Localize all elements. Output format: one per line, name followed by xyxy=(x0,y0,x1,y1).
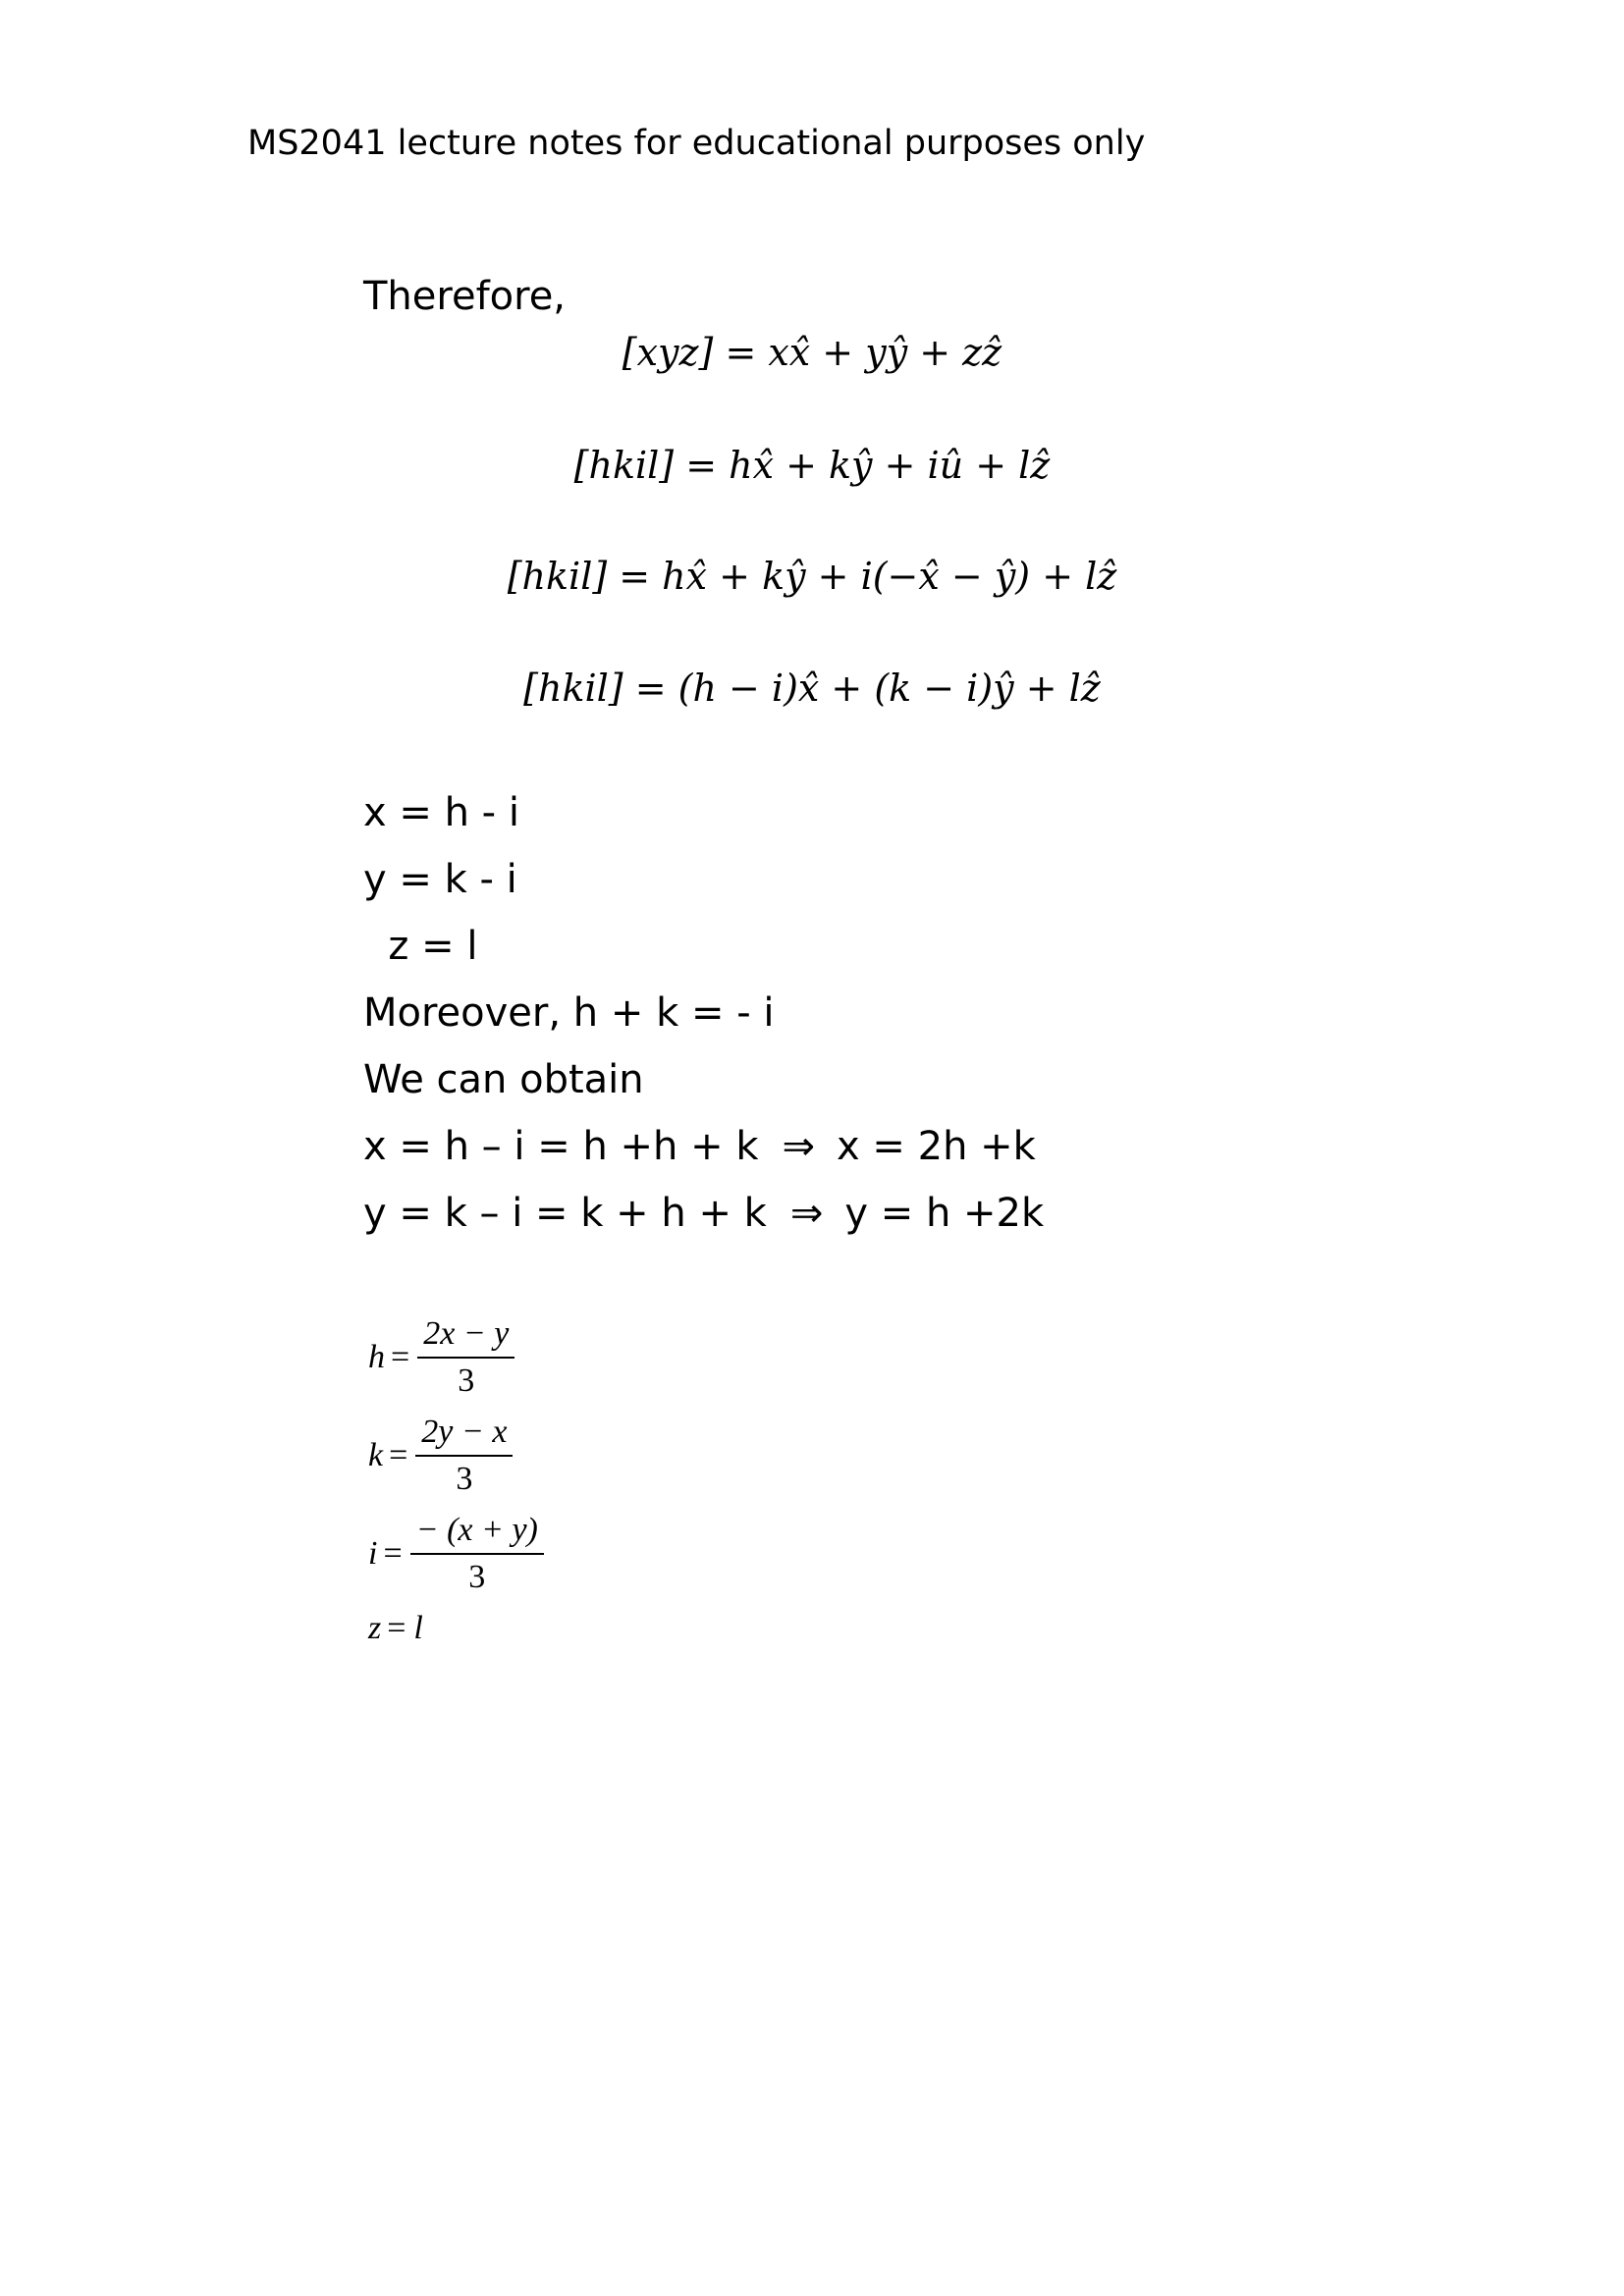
solution-h: h = $\frac{2x - y}{3}$ xyxy=(368,1315,514,1400)
page-header: MS2041 lecture notes for educational purposes only xyxy=(247,124,1146,163)
relation-y: y = k - i xyxy=(363,857,517,902)
solution-k-fraction xyxy=(415,1414,513,1498)
solution-h-var: h xyxy=(368,1339,385,1375)
solution-h-numerator: 2x − y xyxy=(417,1315,514,1359)
implies-arrow: ⇒ xyxy=(789,1191,824,1236)
equation-hkil-3: [hkil] = (h − i)x̂ + (k − i)ŷ + lẑ xyxy=(523,667,1101,710)
solution-i: i = $\frac{- (x + y)}{3}$ xyxy=(368,1512,544,1596)
solution-k-numerator: 2y − x xyxy=(415,1414,513,1457)
relation-x: x = h - i xyxy=(363,790,519,835)
equation-xyz: [xyz] = xx̂ + yŷ + zẑ xyxy=(622,331,1002,374)
solution-i-numerator: − (x + y) xyxy=(410,1512,544,1555)
derivation-y xyxy=(363,1191,1045,1236)
derivation-x-left: x = h – i = h +h + k xyxy=(363,1124,759,1169)
implies-arrow: ⇒ xyxy=(782,1124,816,1169)
derivation-x xyxy=(363,1124,1036,1169)
relation-z: z = l xyxy=(363,924,478,969)
equation-hkil-1: [hkil] = hx̂ + kŷ + iû + lẑ xyxy=(573,444,1051,487)
derivation-x-right: x = 2h +k xyxy=(837,1124,1036,1169)
solution-i-denominator: 3 xyxy=(468,1559,486,1595)
derivation-y-right: y = h +2k xyxy=(844,1191,1045,1236)
derivation-y-left: y = k – i = k + h + k xyxy=(363,1191,767,1236)
obtain-text: We can obtain xyxy=(363,1057,644,1102)
solution-h-denominator: 3 xyxy=(458,1362,475,1399)
solution-i-var: i xyxy=(368,1535,378,1572)
solution-z-var: z xyxy=(368,1610,382,1646)
solution-h-fraction xyxy=(417,1315,514,1400)
solution-k: k = $\frac{2y - x}{3}$ xyxy=(368,1414,513,1498)
intro-text: Therefore, xyxy=(363,274,567,319)
solution-k-denominator: 3 xyxy=(456,1461,473,1497)
solution-k-var: k xyxy=(368,1437,384,1473)
equation-hkil-2: [hkil] = hx̂ + kŷ + i(−x̂ − ŷ) + lẑ xyxy=(507,555,1117,598)
solution-z-rhs: l xyxy=(413,1610,423,1646)
moreover-text: Moreover, h + k = - i xyxy=(363,990,775,1036)
solution-z: z = l xyxy=(368,1610,423,1646)
solution-i-fraction xyxy=(410,1512,544,1596)
